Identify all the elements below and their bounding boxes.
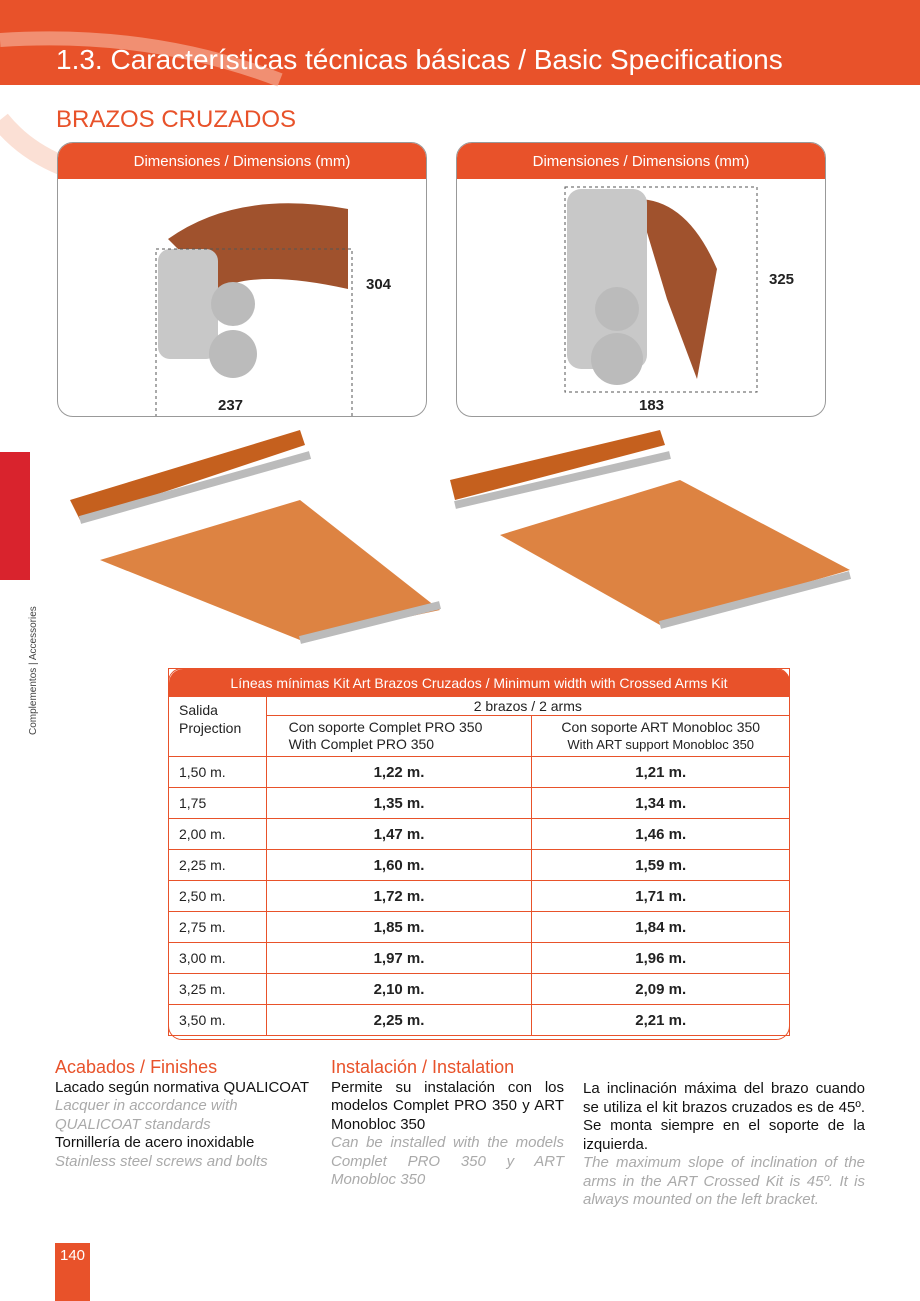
installation-es: Permite su instalación con los modelos Complet PRO 350 y ART Monobloc 350 [331,1078,564,1133]
bracket-image [58,179,426,416]
table-row [169,912,790,943]
monobloc-cell: 1,34 m. [532,788,790,819]
monobloc-cell: 2,21 m. [532,1005,790,1036]
dimensions-panel-left [57,142,427,417]
complet-cell: 2,25 m. [266,1005,532,1036]
width-dimension: 237 [218,397,244,414]
table-row [169,819,790,850]
monobloc-cell: 1,21 m. [532,757,790,788]
projection-cell: 3,50 m. [169,1005,267,1036]
projection-cell: 3,00 m. [169,943,267,974]
page-number: 140 [55,1243,90,1301]
header-es: Con soporte Complet PRO 350 [288,719,483,735]
projection-cell: 1,75 [169,788,267,819]
table-row [169,1005,790,1036]
finish-en: Lacquer in accordance with QUALICOAT standards [55,1097,238,1133]
side-label: Complementos | Accessories [28,606,39,735]
complet-cell: 1,35 m. [266,788,532,819]
table-row [169,850,790,881]
note-section [583,1080,865,1210]
projection-cell: 3,25 m. [169,974,267,1005]
complet-cell: 1,97 m. [266,943,532,974]
monobloc-cell: 1,46 m. [532,819,790,850]
projection-cell: 2,00 m. [169,819,267,850]
page-title: 1.3. Características técnicas básicas / Basic Specifications [56,44,783,75]
finishes-section [55,1058,320,1171]
complet-cell: 1,60 m. [266,850,532,881]
monobloc-cell: 1,59 m. [532,850,790,881]
height-dimension: 325 [769,271,795,288]
min-width-table [168,668,790,1036]
complet-header [266,716,532,757]
finish-en: Stainless steel screws and bolts [55,1152,268,1170]
monobloc-cell: 2,09 m. [532,974,790,1005]
projection-cell: 2,25 m. [169,850,267,881]
note-en: The maximum slope of inclination of the arms in the ART Crossed Kit is 45º. It is always mounted on the left bracket. [583,1154,865,1208]
complet-cell: 1,22 m. [266,757,532,788]
installation-en: Can be installed with the models Complet PRO 350 y ART Monobloc 350 [331,1134,564,1188]
complet-cell: 1,72 m. [266,881,532,912]
table-title: Líneas mínimas Kit Art Brazos Cruzados / Minimum width with Crossed Arms Kit [169,669,790,697]
complet-cell: 1,47 m. [266,819,532,850]
projection-cell: 1,50 m. [169,757,267,788]
table-row [169,881,790,912]
panel-title: Dimensiones / Dimensions (mm) [58,143,426,179]
note-es: La inclinación máxima del brazo cuando se utiliza el kit brazos cruzados es de 45º. Se monta siempre en el soporte de la izquierda. [583,1080,865,1153]
monobloc-cell: 1,96 m. [532,943,790,974]
header-en: With ART support Monobloc 350 [567,737,755,752]
table-row [169,757,790,788]
finish-es: Tornillería de acero inoxidable [55,1134,255,1151]
arms-group-header: 2 brazos / 2 arms [266,697,789,716]
monobloc-cell: 1,71 m. [532,881,790,912]
projection-header [169,697,267,757]
monobloc-cell: 1,84 m. [532,912,790,943]
finishes-title: Acabados / Finishes [55,1057,218,1077]
projection-cell: 2,75 m. [169,912,267,943]
finish-es: Lacado según normativa QUALICOAT [55,1078,310,1096]
section-tab [0,452,30,580]
header-es: Con soporte ART Monobloc 350 [561,719,761,735]
complet-cell: 2,10 m. [266,974,532,1005]
table-row [169,788,790,819]
projection-cell: 2,50 m. [169,881,267,912]
installation-title: Instalación / Instalation [331,1057,515,1077]
complet-cell: 1,85 m. [266,912,532,943]
section-title: BRAZOS CRUZADOS [56,106,297,133]
installation-section [331,1058,564,1190]
table-row [169,974,790,1005]
table-row [169,943,790,974]
header-en: Projection [179,720,242,736]
width-dimension: 183 [639,397,665,414]
height-dimension: 304 [366,276,392,293]
monobloc-header [532,716,790,757]
header-en: With Complet PRO 350 [288,736,435,752]
panel-title: Dimensiones / Dimensions (mm) [457,143,825,179]
bracket-image [457,179,825,416]
header-es: Salida [179,702,218,718]
dimensions-panel-right [456,142,826,417]
awning-images [60,420,880,645]
